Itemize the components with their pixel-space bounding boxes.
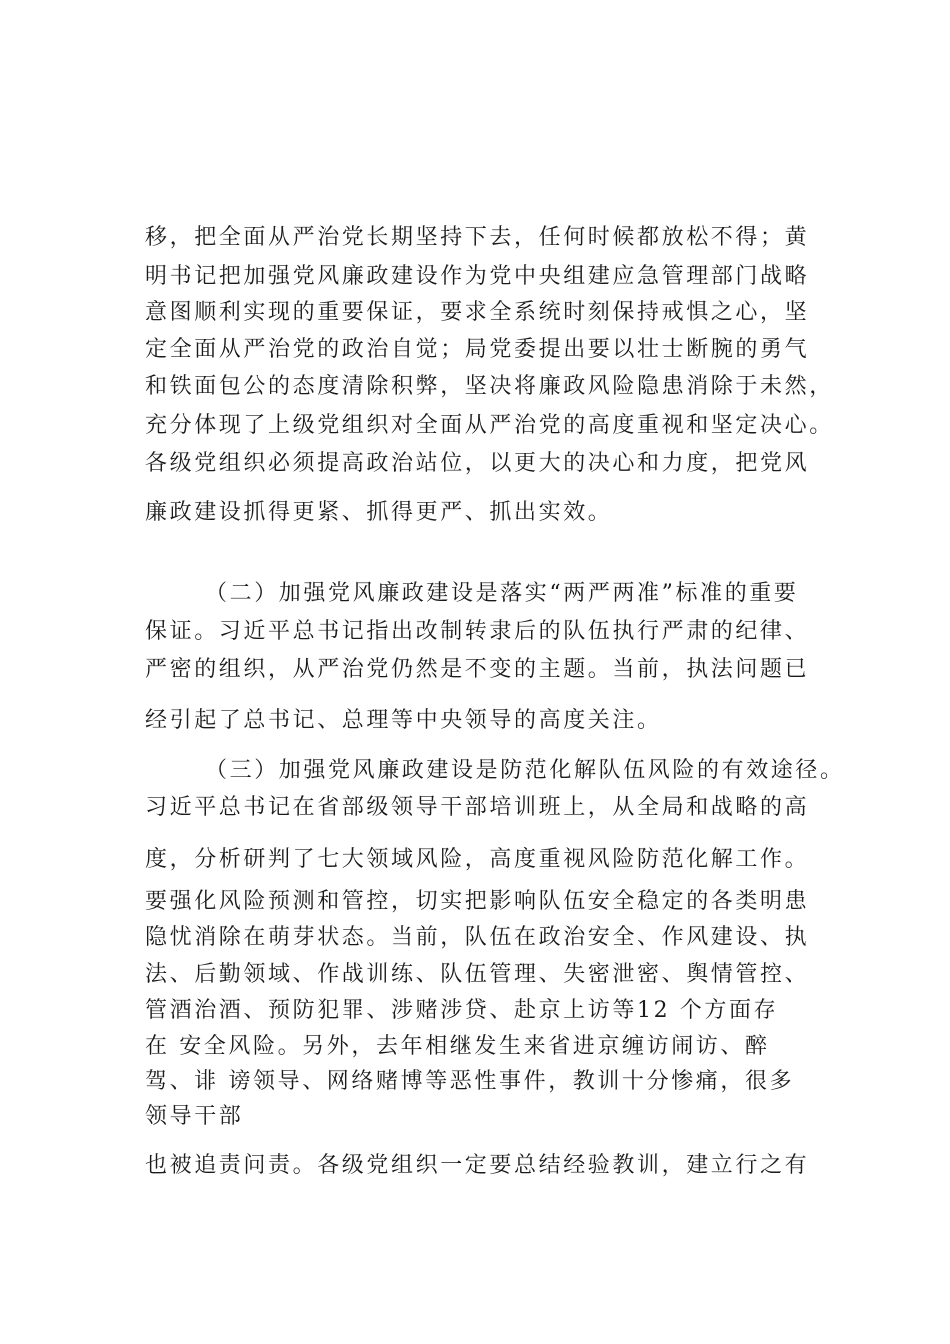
body-line: 和铁面包公的态度清除积弊，坚决将廉政风险隐患消除于未然， — [145, 374, 834, 399]
body-line: 度，分析研判了七大领域风险，高度重视风险防范化解工作。 — [145, 847, 810, 872]
section-heading-3: （三）加强党风廉政建设是防范化解队伍风险的有效途径。 — [205, 758, 845, 783]
body-line: 管酒治酒、预防犯罪、涉赌涉贷、赴京上访等12 个方面存 — [145, 998, 779, 1023]
body-line: 也被追责问责。各级党组织一定要总结经验教训，建立行之有 — [145, 1153, 810, 1178]
body-line: 法、后勤领域、作战训练、队伍管理、失密泄密、舆情管控、 — [145, 962, 810, 987]
body-line: 明书记把加强党风廉政建设作为党中央组建应急管理部门战略 — [145, 264, 810, 289]
body-line: 各级党组织必须提高政治站位，以更大的决心和力度，把党风 — [145, 451, 810, 476]
body-line: 廉政建设抓得更紧、抓得更严、抓出实效。 — [145, 500, 613, 525]
body-line: 隐忧消除在萌芽状态。当前，队伍在政治安全、作风建设、执 — [145, 925, 810, 950]
body-line: 严密的组织，从严治党仍然是不变的主题。当前，执法问题已 — [145, 657, 810, 682]
body-line: 充分体现了上级党组织对全面从严治党的高度重视和坚定决心。 — [145, 413, 834, 438]
body-line: 在 安全风险。另外，去年相继发生来省进京缠访闹访、醉 — [145, 1034, 770, 1059]
body-line: 意图顺利实现的重要保证，要求全系统时刻保持戒惧之心，坚 — [145, 300, 810, 325]
body-line: 移，把全面从严治党长期坚持下去，任何时候都放松不得；黄 — [145, 225, 810, 250]
body-line: 驾、诽 谤领导、网络赌博等恶性事件，教训十分惨痛，很多 — [145, 1069, 795, 1094]
body-line: 保证。习近平总书记指出改制转隶后的队伍执行严肃的纪律、 — [145, 619, 810, 644]
body-line: 领导干部 — [145, 1104, 244, 1129]
body-line: 定全面从严治党的政治自觉；局党委提出要以壮士断腕的勇气 — [145, 337, 810, 362]
body-line: 习近平总书记在省部级领导干部培训班上，从全局和战略的高 — [145, 795, 810, 820]
body-line: 要强化风险预测和管控，切实把影响队伍安全稳定的各类明患 — [145, 889, 810, 914]
body-line: 经引起了总书记、总理等中央领导的高度关注。 — [145, 708, 662, 733]
section-heading-2: （二）加强党风廉政建设是落实“两严两准”标准的重要 — [205, 581, 799, 606]
